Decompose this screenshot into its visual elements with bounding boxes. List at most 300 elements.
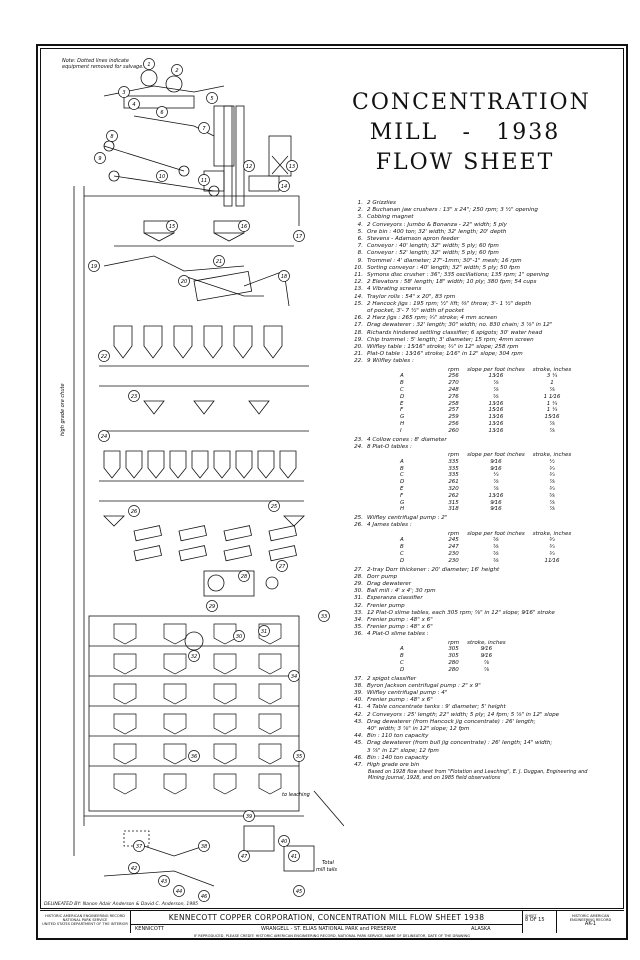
legend-item-text: 4 Collow cones : 8' diameter [367, 436, 447, 443]
spec-cell: 305 [448, 653, 459, 660]
total-mill-tails-label-1: Total [322, 860, 334, 866]
legend-item-number: 5. [357, 228, 363, 235]
place-right: ALASKA [471, 926, 491, 932]
spec-header: rpm [448, 452, 460, 459]
legend-item [350, 437, 622, 444]
source-note [368, 769, 622, 781]
callout-number: 12 [245, 164, 253, 170]
spec-cell: ⅞ [549, 421, 555, 428]
legend-item-number: 10. [354, 264, 363, 271]
spec-cell: 13⁄16 [488, 373, 504, 380]
spec-cell: 305 [448, 646, 459, 653]
spec-cell: ¾ [549, 486, 555, 493]
legend-item-text: 4 Table concentrate tanks : 9' diameter; 5' height [367, 704, 506, 711]
legend-item [350, 719, 622, 726]
spec-cell: 1 1⁄16 [543, 393, 561, 400]
legend-item-number: 2. [357, 207, 363, 214]
spec-row [380, 660, 518, 667]
legend-item [350, 265, 622, 272]
legend-item [350, 522, 622, 529]
legend-item-text: 2 Hancock jigs : 195 rpm; ½" lift; ⅜" throw; 3'- 1 ½" depth [367, 300, 531, 307]
spec-cell: 335 [448, 465, 459, 472]
wilfley-table-symbol [280, 451, 296, 478]
slime-table-symbol [164, 624, 186, 644]
spec-header: stroke, inches [467, 639, 506, 646]
legend-item-text: Bin : 140 ton capacity [367, 754, 429, 761]
title-line-2 [352, 118, 578, 148]
flow-sheet-diagram [44, 56, 344, 906]
callout-number: 17 [295, 234, 303, 240]
legend-item-number: 7. [357, 243, 363, 250]
slime-table-symbol [214, 624, 236, 644]
callout-number: 25 [270, 504, 278, 510]
spec-header: rpm [448, 639, 460, 646]
spec-cell: 318 [448, 506, 459, 513]
callout-number: 15 [168, 224, 176, 230]
legend-item-number: 39. [354, 690, 363, 697]
spec-cell: B [400, 653, 404, 660]
legend-item-number: 31. [354, 595, 363, 602]
grizzly-symbol [141, 70, 157, 86]
spec-cell: H [400, 506, 405, 513]
spec-cell: A [400, 646, 404, 653]
delineated-by: DELINEATED BY: Nanon Adair Anderson & David C. Anderson, 1985 [44, 902, 199, 907]
slime-table-symbol [164, 774, 186, 794]
spec-cell: ⅞ [493, 380, 499, 387]
spec-cell: B [400, 380, 404, 387]
plato-table-symbol [269, 526, 297, 541]
location-row [131, 924, 523, 934]
spec-row [380, 537, 575, 544]
slime-table-symbol [214, 774, 236, 794]
callout-number: 47 [240, 854, 248, 860]
legend-item [350, 617, 622, 624]
spec-cell: ⅞ [483, 666, 490, 673]
spec-cell: D [400, 666, 405, 673]
spec-cell: B [400, 544, 404, 551]
spec-cell: 9⁄16 [490, 465, 502, 472]
spec-cell: ¾ [549, 465, 555, 472]
slime-table-symbol [259, 714, 281, 734]
callout-number: 46 [200, 894, 208, 900]
spec-header: stroke, inches [532, 366, 572, 373]
callout-number: 28 [240, 574, 248, 580]
slime-table-symbol [214, 714, 236, 734]
total-mill-tails-label-2: mill tails [316, 867, 338, 873]
spec-header [380, 531, 444, 538]
plato-table-symbol [134, 526, 162, 541]
note-line-1: Note: Dotted lines indicate [62, 58, 129, 64]
callout-number: 19 [90, 264, 98, 270]
legend-item-text: Symons disc crusher : 36"; 335 oscillations; 135 rpm; 1" opening [367, 272, 549, 279]
legend-item-number: 37. [354, 675, 363, 682]
spec-cell: 1 ¼ [546, 400, 558, 407]
slime-table-symbol [114, 684, 136, 704]
legend-item [350, 337, 622, 344]
spec-row [380, 551, 575, 558]
spec-cell: 261 [448, 479, 459, 486]
spec-cell: ¾ [549, 544, 555, 551]
spec-cell [510, 653, 518, 660]
spec-row [380, 486, 575, 493]
spec-cell: 11⁄16 [544, 557, 560, 564]
wilfley-table-symbol [170, 451, 186, 478]
slime-table-symbol [114, 624, 136, 644]
spec-cell: 280 [448, 660, 459, 667]
legend-item [350, 229, 622, 236]
spec-cell: 15⁄16 [488, 407, 504, 414]
legend-item [350, 740, 622, 747]
legend-item-text: Esperanza classifier [367, 595, 423, 602]
note-line-2: equipment removed for salvage. [62, 64, 144, 70]
callout-number: 1 [147, 62, 151, 68]
legend-item-number: 28. [354, 573, 363, 580]
spec-cell: ½ [549, 458, 555, 465]
slime-table-symbol [214, 684, 236, 704]
spec-cell: 9⁄16 [480, 646, 493, 653]
legend-item-text: Frenier pump : 48" x 6" [367, 624, 433, 631]
spec-header: rpm [448, 530, 460, 537]
wilfley-table-symbol [126, 451, 142, 478]
title-line-1: CONCENTRATION [352, 90, 591, 115]
spec-cell: 13⁄16 [488, 400, 504, 407]
legend-item-text: Drag dewaterer : 32' length; 30" width; no. 830 chain; 3 ⅞" in 12" [367, 322, 553, 329]
slime-table-symbol [259, 744, 281, 764]
spec-row [380, 466, 575, 473]
legend-item-number: 4. [357, 221, 363, 228]
spec-cell: F [400, 492, 404, 499]
legend-item-text: 4 James tables : [367, 522, 412, 529]
legend-item-text: Ore bin : 400 ton; 32' width; 32' length; 20' depth [367, 228, 507, 235]
legend-item [350, 567, 622, 574]
callout-number: 8 [110, 134, 114, 140]
legend-item-text: Trommel : 4' diameter; 27"-1mm; 30"-1" mesh; 16 rpm [367, 257, 522, 264]
legend-item-text: 2 Conveyors : Jumbo & Bonanza - 22" width; 5 ply [367, 221, 507, 228]
legend-item [350, 762, 622, 769]
spec-header: slope per foot inches [467, 452, 525, 459]
legend-item-number: 29. [354, 581, 363, 588]
legend-item [350, 286, 622, 293]
legend-item [350, 726, 622, 733]
legend-item [350, 574, 622, 581]
legend-item-number: 24. [354, 443, 363, 450]
legend-item [350, 748, 622, 755]
spec-cell: 13⁄16 [488, 427, 504, 434]
slime-table-symbol [164, 744, 186, 764]
callout-number: 36 [190, 754, 198, 760]
callout-number: 5 [210, 96, 214, 102]
spec-row [380, 558, 575, 565]
legend-item [350, 733, 622, 740]
spec-cell: 260 [448, 427, 459, 434]
callout-number: 24 [100, 434, 108, 440]
legend-item-text: 2-tray Dorr thickener : 20' diameter; 16' height [367, 566, 500, 573]
source-note-line-2: Mining Journal, 1928, and on 1985 field observations [368, 775, 501, 782]
legend-item-text: Wilfley centrifugal pump : 4" [367, 690, 448, 697]
spec-cell: 335 [448, 458, 459, 465]
legend-item-number: 18. [354, 329, 363, 336]
callout-number: 37 [135, 844, 143, 850]
legend-item-number: 40. [354, 697, 363, 704]
legend-item-number: 45. [354, 740, 363, 747]
legend-item-text: Plat-O table : 13⁄16" stroke; 1⁄16" in 12" slope; 304 rpm [367, 351, 523, 358]
legend-item [350, 683, 622, 690]
plato-table-symbol [224, 546, 252, 561]
spec-row [380, 653, 518, 660]
spec-cell: 247 [448, 544, 459, 551]
callout-number: 38 [200, 844, 208, 850]
spec-cell: ⅞ [493, 479, 499, 486]
legend-item-text: Richards hindered settling classifier; 6 spigots; 30' water head [367, 329, 543, 336]
legend-item [350, 697, 622, 704]
agency-cell [40, 911, 130, 933]
legend-item [350, 301, 622, 308]
spec-cell: 315 [448, 499, 459, 506]
legend-item-number: 26. [354, 522, 363, 529]
spec-cell: 3 ¼ [546, 373, 558, 380]
spec-header: stroke, inches [532, 452, 572, 459]
spec-cell: ⅝ [493, 537, 499, 544]
legend-item [350, 712, 622, 719]
legend-item [350, 690, 622, 697]
legend-item-text: 40" width; 3 ⅞" in 12" slope; 12 fpm [367, 726, 470, 733]
spec-cell: ⅞ [483, 660, 490, 667]
title-year: 1938 [496, 120, 561, 145]
legend-item-number: 20. [354, 344, 363, 351]
title-line-3: FLOW SHEET [375, 150, 555, 175]
plato-table-symbol [179, 526, 207, 541]
legend-item-number: 33. [354, 609, 363, 616]
title-dash: - [462, 120, 472, 145]
spec-cell: ¼ [493, 472, 499, 479]
legend-item-number: 30. [354, 588, 363, 595]
legend-item-text: Conveyor : 40' length; 32" width; 5 ply; 60 fpm [367, 243, 499, 250]
equipment-legend [350, 200, 622, 781]
james-tables-spec [380, 531, 575, 565]
spec-cell: G [400, 499, 405, 506]
slime-table-symbol [164, 654, 186, 674]
spec-row [380, 646, 518, 653]
legend-item-number: 36. [354, 631, 363, 638]
callout-number: 23 [130, 394, 138, 400]
spec-cell: 9⁄16 [490, 506, 502, 513]
spec-cell: D [400, 557, 405, 564]
callout-number: 16 [240, 224, 248, 230]
spec-cell: ¾ [549, 551, 555, 558]
spec-cell [510, 667, 518, 674]
legend-item-text: Ball mill : 4' x 4'; 30 rpm [367, 588, 436, 595]
legend-item-text: 2 spigot classifier [367, 675, 417, 682]
reproduction-credit: IF REPRODUCED, PLEASE CREDIT: HISTORIC AMERICAN ENGINEERING RECORD, NATIONAL PARK SERVICE, NAME OF DELINEATOR, DATE OF THE DRAWING [193, 934, 471, 938]
legend-item-number: 11. [354, 272, 363, 279]
wilfley-table-symbol [258, 451, 274, 478]
callout-number: 39 [245, 814, 253, 820]
legend-item-text: Wilfley table : 15⁄16" stroke; ¾" in 12" slope; 258 rpm [367, 344, 519, 351]
legend-item-number: 12. [354, 279, 363, 286]
legend-item-number: 47. [354, 762, 363, 769]
spec-cell: ⅝ [493, 544, 499, 551]
legend-item-number: 21. [354, 351, 363, 358]
spec-cell: ⅝ [493, 551, 499, 558]
spec-cell: A [400, 537, 404, 544]
spec-header: slope per foot inches [467, 530, 525, 537]
spec-cell: C [400, 387, 404, 394]
callout-number: 11 [200, 178, 208, 184]
callout-number: 30 [235, 634, 243, 640]
slime-table-symbol [114, 714, 136, 734]
legend-item-text: 2 Elevators : 58' length; 18" width; 10 ply; 380 fpm; 54 cups [367, 279, 537, 286]
callout-number: 21 [215, 259, 223, 265]
legend-item-number: 13. [354, 286, 363, 293]
spec-cell: ⅞ [493, 486, 499, 493]
spec-row [380, 472, 575, 479]
callout-number: 44 [175, 889, 183, 895]
spec-cell: D [400, 479, 405, 486]
callout-number: 14 [280, 184, 288, 190]
legend-item [350, 704, 622, 711]
spec-cell: 9⁄16 [490, 499, 502, 506]
spec-cell [510, 646, 518, 653]
spec-cell: 335 [448, 472, 459, 479]
to-leaching-label: to leaching [282, 792, 310, 798]
legend-item-number: 41. [354, 704, 363, 711]
callout-number: 2 [175, 68, 179, 74]
legend-item-number: 25. [354, 515, 363, 522]
legend-item-text: Byron Jackson centrifugal pump : 2" x 9" [367, 682, 481, 689]
main-title: KENNECOTT COPPER CORPORATION, CONCENTRATION MILL FLOW SHEET 1938 [168, 913, 485, 922]
main-title-cell [130, 911, 522, 933]
spec-cell: B [400, 465, 404, 472]
legend-item [350, 250, 622, 257]
callout-number: 22 [100, 354, 108, 360]
legend-item-text: Drag dewaterer [367, 581, 412, 588]
legend-item-text: Conveyor : 52' length; 32" width; 5 ply; 60 fpm [367, 250, 499, 257]
spec-cell: 270 [448, 380, 459, 387]
jig-symbol [264, 326, 282, 358]
spec-row [380, 479, 575, 486]
spec-row [380, 506, 575, 513]
legend-item [350, 624, 622, 631]
callout-number: 31 [260, 629, 268, 635]
legend-item-number: 35. [354, 624, 363, 631]
legend-item [350, 322, 622, 329]
callout-number: 6 [160, 110, 164, 116]
spec-cell: 245 [448, 537, 459, 544]
spec-cell: ⅞ [493, 387, 499, 394]
legend-item [350, 308, 622, 315]
slime-table-symbol [214, 654, 236, 674]
legend-item-text: 9 Wilfley tables : [367, 358, 414, 365]
callout-number: 35 [295, 754, 303, 760]
spec-cell: F [400, 407, 404, 414]
legend-item [350, 603, 622, 610]
legend-item [350, 236, 622, 243]
legend-item-text: Stevens - Adamson apron feeder [367, 236, 460, 243]
plato-table-symbol [134, 546, 162, 561]
callout-number: 33 [320, 614, 328, 620]
callout-number: 41 [290, 854, 298, 860]
slime-table-symbol [259, 654, 281, 674]
jig-symbol [234, 326, 252, 358]
legend-item-number: 19. [354, 336, 363, 343]
slime-table-symbol [259, 774, 281, 794]
jig-symbol [174, 326, 192, 358]
legend-item-text: Chip trommel : 5' length; 3' diameter; 15 rpm; 4mm screen [367, 336, 534, 343]
legend-item-text: Frenier pump : 48" x 6" [367, 697, 433, 704]
spec-row [380, 493, 575, 500]
legend-item [350, 631, 622, 638]
callout-number: 26 [130, 509, 138, 515]
legend-item-number: 38. [354, 682, 363, 689]
spec-row [380, 500, 575, 507]
spec-cell: 280 [448, 666, 459, 673]
callout-number: 34 [290, 674, 298, 680]
spec-header [510, 640, 518, 647]
slime-table-symbol [164, 714, 186, 734]
spec-cell: E [400, 486, 404, 493]
legend-item-number: 16. [354, 315, 363, 322]
sheet-label: SHEET [525, 914, 537, 918]
legend-item-text: Cobbing magnet [367, 214, 414, 221]
spec-cell: 9⁄16 [480, 653, 493, 660]
legend-item [350, 279, 622, 286]
legend-item-number: 1. [357, 200, 363, 206]
spec-cell: 13⁄16 [488, 492, 504, 499]
spec-row [380, 373, 575, 380]
spec-cell: ¾ [549, 472, 555, 479]
legend-item-text: 2 Conveyors : 25' length; 22" width; 5 ply; 14 fpm; 5 ⅞" in 12" slope [367, 711, 560, 718]
legend-item-number: 23. [354, 436, 363, 443]
slime-table-symbol [164, 684, 186, 704]
title-mill: MILL [369, 120, 439, 145]
legend-item-number: 6. [357, 236, 363, 243]
plato-table-symbol [179, 546, 207, 561]
agency-line-1: HISTORIC AMERICAN ENGINEERING RECORD [44, 914, 126, 918]
plato-tables-spec [380, 452, 575, 513]
spec-header [380, 640, 444, 647]
legend-item [350, 581, 622, 588]
spec-cell: E [400, 400, 404, 407]
spec-cell: ⅝ [549, 492, 555, 499]
legend-item-text: Traylor rolls : 54" x 20", 83 rpm [367, 293, 456, 300]
legend-item-text: Sorting conveyor : 40' length; 32" width; 5 ply; 50 fpm [367, 264, 520, 271]
spec-cell: 13⁄16 [488, 414, 504, 421]
legend-item-text: Drag dewaterer (from Hancock jig concentrate) : 26' length; [367, 718, 536, 725]
spec-cell: D [400, 393, 405, 400]
legend-item-text: 8 Plat-O tables : [367, 443, 412, 450]
legend-item-number: 3. [357, 214, 363, 221]
record-cell [556, 911, 624, 933]
spec-cell: 13⁄16 [488, 421, 504, 428]
legend-item-text: 2 Buchanan jaw crushers : 13" x 24"; 250 rpm; 3 ½" opening [367, 207, 538, 214]
callout-number: 45 [295, 889, 303, 895]
spec-cell: C [400, 551, 404, 558]
agency-line-2: NATIONAL PARK SERVICE [62, 918, 108, 923]
callout-number: 4 [132, 102, 136, 108]
legend-item-number: 9. [357, 257, 363, 264]
record-value: AK-1 [584, 921, 597, 928]
spec-row [380, 428, 575, 435]
callout-number: 9 [98, 156, 102, 162]
legend-item-text: 4 Vibrating screens [367, 286, 422, 293]
spec-row [380, 459, 575, 466]
legend-item [350, 294, 622, 301]
legend-item-text: Dorr pump [367, 573, 398, 580]
legend-item-number: 15. [354, 300, 363, 307]
spec-header: stroke, inches [532, 530, 572, 537]
sheet-value: 8 OF 15 [525, 917, 545, 924]
spec-row [380, 421, 575, 428]
